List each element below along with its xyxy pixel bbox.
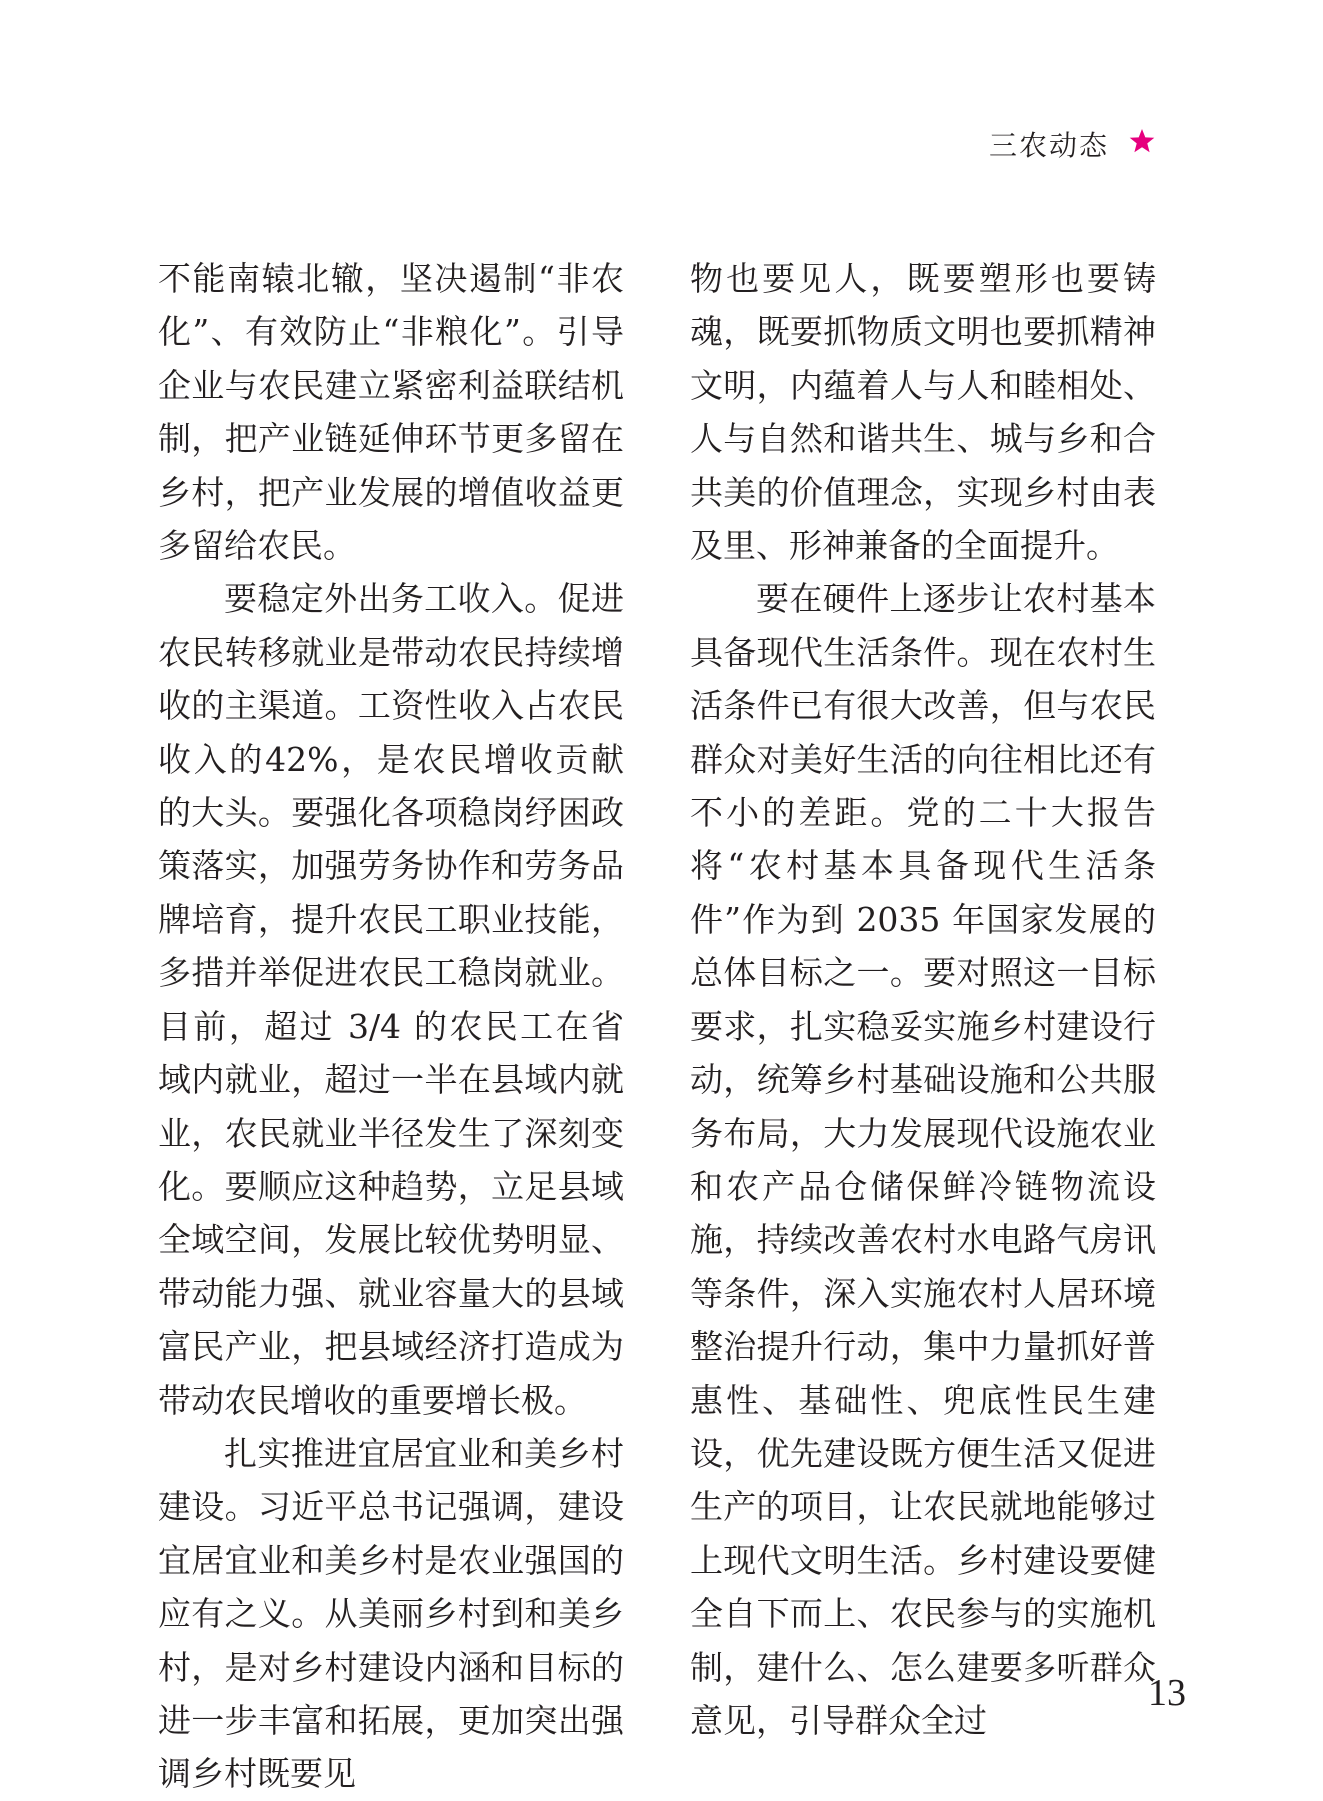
left-column bbox=[158, 252, 624, 1801]
running-header bbox=[989, 124, 1155, 164]
star-icon bbox=[1129, 128, 1155, 160]
section-title: 三农动态 bbox=[988, 129, 1109, 162]
paragraph: 不能南辕北辙，坚决遏制“非农化”、有效防止“非粮化”。引导企业与农民建立紧密利益联结机制，把产业链延伸环节更多留在乡村，把产业发展的增值收益更多留给农民。 bbox=[158, 259, 624, 566]
right-column bbox=[690, 252, 1156, 1747]
paragraph: 要在硬件上逐步让农村基本具备现代生活条件。现在农村生活条件已有很大改善，但与农民群众对美好生活的向往相比还有不小的差距。党的二十大报告将“农村基本具备现代生活条件”作为到 2035 年国家发展的总体目标之一。要对照这一目标要求，扎实稳妥实施乡村建设行动，统筹乡村基础设施和公共服务布局，大力发展现代设施农业和农产品仓储保鲜冷链物流设施，持续改善农村水电路气房讯等条件，深入实施农村人居环境整治提升行动，集中力量抓好普惠性、基础性、兜底性民生建设，优先建设既方便生活又促进生产的项目，让农民就地能够过上现代文明生活。乡村建设要健全自下而上、农民参与的实施机制，建什么、怎么建要多听群众意见，引导群众全过 bbox=[690, 579, 1156, 1740]
paragraph: 要稳定外出务工收入。促进农民转移就业是带动农民持续增收的主渠道。工资性收入占农民收入的42%，是农民增收贡献的大头。要强化各项稳岗纾困政策落实，加强劳务协作和劳务品牌培育，提升农民工职业技能，多措并举促进农民工稳岗就业。目前，超过 3/4 的农民工在省域内就业，超过一半在县域内就业，农民就业半径发生了深刻变化。要顺应这种趋势，立足县域全域空间，发展比较优势明显、带动能力强、就业容量大的县域富民产业，把县域经济打造成为带动农民增收的重要增长极。 bbox=[158, 579, 624, 1420]
page-number: 13 bbox=[1148, 1672, 1186, 1714]
paragraph: 物也要见人，既要塑形也要铸魂，既要抓物质文明也要抓精神文明，内蕴着人与人和睦相处、人与自然和谐共生、城与乡和合共美的价值理念，实现乡村由表及里、形神兼备的全面提升。 bbox=[690, 259, 1156, 566]
paragraph: 扎实推进宜居宜业和美乡村建设。习近平总书记强调，建设宜居宜业和美乡村是农业强国的应有之义。从美丽乡村到和美乡村，是对乡村建设内涵和目标的进一步丰富和拓展，更加突出强调乡村既要见 bbox=[158, 1433, 624, 1794]
